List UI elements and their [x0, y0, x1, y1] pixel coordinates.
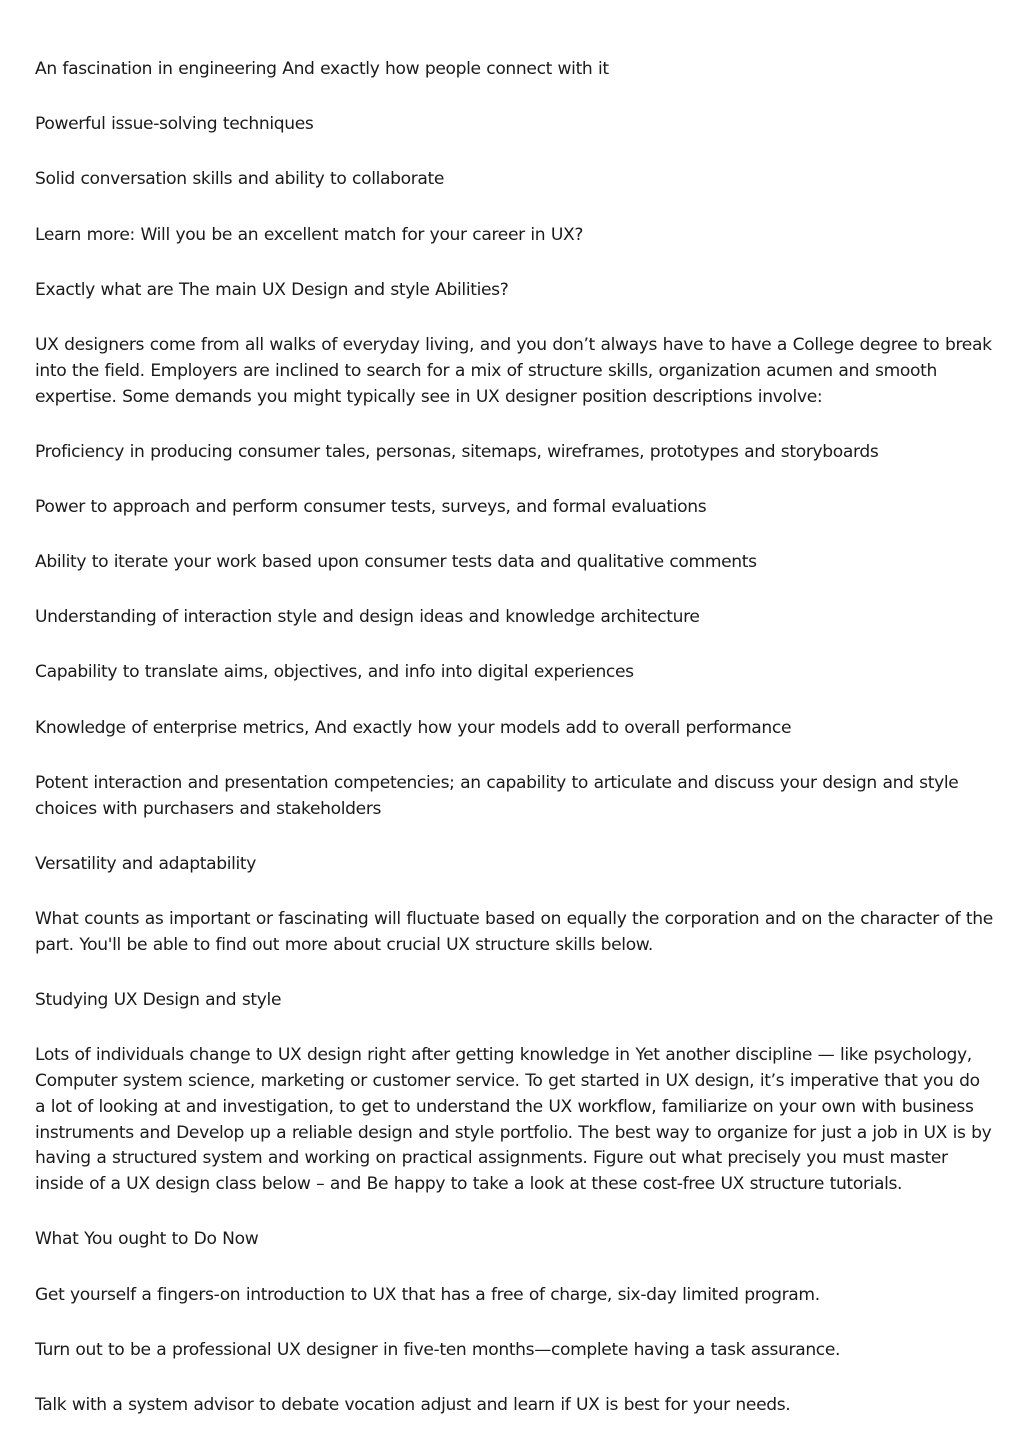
paragraph-heading-core-skills: Exactly what are The main UX Design and style Abilities? [35, 279, 509, 300]
paragraph-heading-what-to-do-now: What You ought to Do Now [35, 1229, 259, 1250]
paragraph-learn-more: Learn more: Will you be an excellent match for your career in UX? [35, 224, 584, 245]
paragraph-problem-solving: Powerful issue-solving techniques [35, 114, 314, 135]
paragraph-become-professional: Turn out to be a professional UX designer in five-ten months—complete having a task assurance. [35, 1339, 841, 1360]
paragraph-heading-learning-ux: Studying UX Design and style [35, 990, 282, 1010]
paragraph-communication-skills: Solid conversation skills and ability to collaborate [35, 169, 445, 190]
paragraph-what-counts: What counts as important or fascinating will fluctuate based on equally the corporation and on the character of the part. You'll be able to find out more about crucial UX structure skills below. [35, 909, 993, 955]
paragraph-iterate-work: Ability to iterate your work based upon consumer tests data and qualitative comments [35, 552, 757, 573]
document-body [35, 57, 995, 1448]
paragraph-free-course: Get yourself a fingers-on introduction to UX that has a free of charge, six-day limited program. [35, 1284, 820, 1305]
paragraph-interest-in-technology: An fascination in engineering And exactly how people connect with it [35, 59, 609, 79]
paragraph-user-testing: Power to approach and perform consumer tests, surveys, and formal evaluations [35, 496, 707, 517]
paragraph-interaction-design: Understanding of interaction style and design ideas and knowledge architecture [35, 607, 700, 628]
paragraph-business-metrics: Knowledge of enterprise metrics, And exactly how your models add to overall performance [35, 717, 792, 738]
paragraph-translate-goals: Capability to translate aims, objectives, and info into digital experiences [35, 662, 634, 683]
paragraph-ux-designers-background: UX designers come from all walks of everyday living, and you don’t always have to have a College degree to break into the field. Employers are inclined to search for a mix of structure skills, organization acumen and smooth expertise. Some demands you might typically see in UX designer position descriptions involve: [35, 334, 992, 407]
paragraph-proficiency: Proficiency in producing consumer tales, personas, sitemaps, wireframes, prototypes and storyboards [35, 441, 879, 462]
paragraph-career-change: Lots of individuals change to UX design right after getting knowledge in Yet another discipline — like psychology, Computer system science, marketing or customer service. To get started in UX design, it’s imperative that you do a lot of looking at and investigation, to get to understand the UX workflow, familiarize on your own with business instruments and Develop up a reliable design and style portfolio. The best way to organize for just a job in UX is by having a structured system and working on practical assignments. Figure out what precisely you must master inside of a UX design class below – and Be happy to take a look at these cost-free UX structure tutorials. [35, 1045, 992, 1195]
paragraph-presentation-skills: Potent interaction and presentation competencies; an capability to articulate and discuss your design and style choices with purchasers and stakeholders [35, 772, 959, 819]
paragraph-flexibility: Versatility and adaptability [35, 853, 257, 874]
paragraph-talk-with-advisor: Talk with a system advisor to debate vocation adjust and learn if UX is best for your needs. [35, 1394, 791, 1415]
